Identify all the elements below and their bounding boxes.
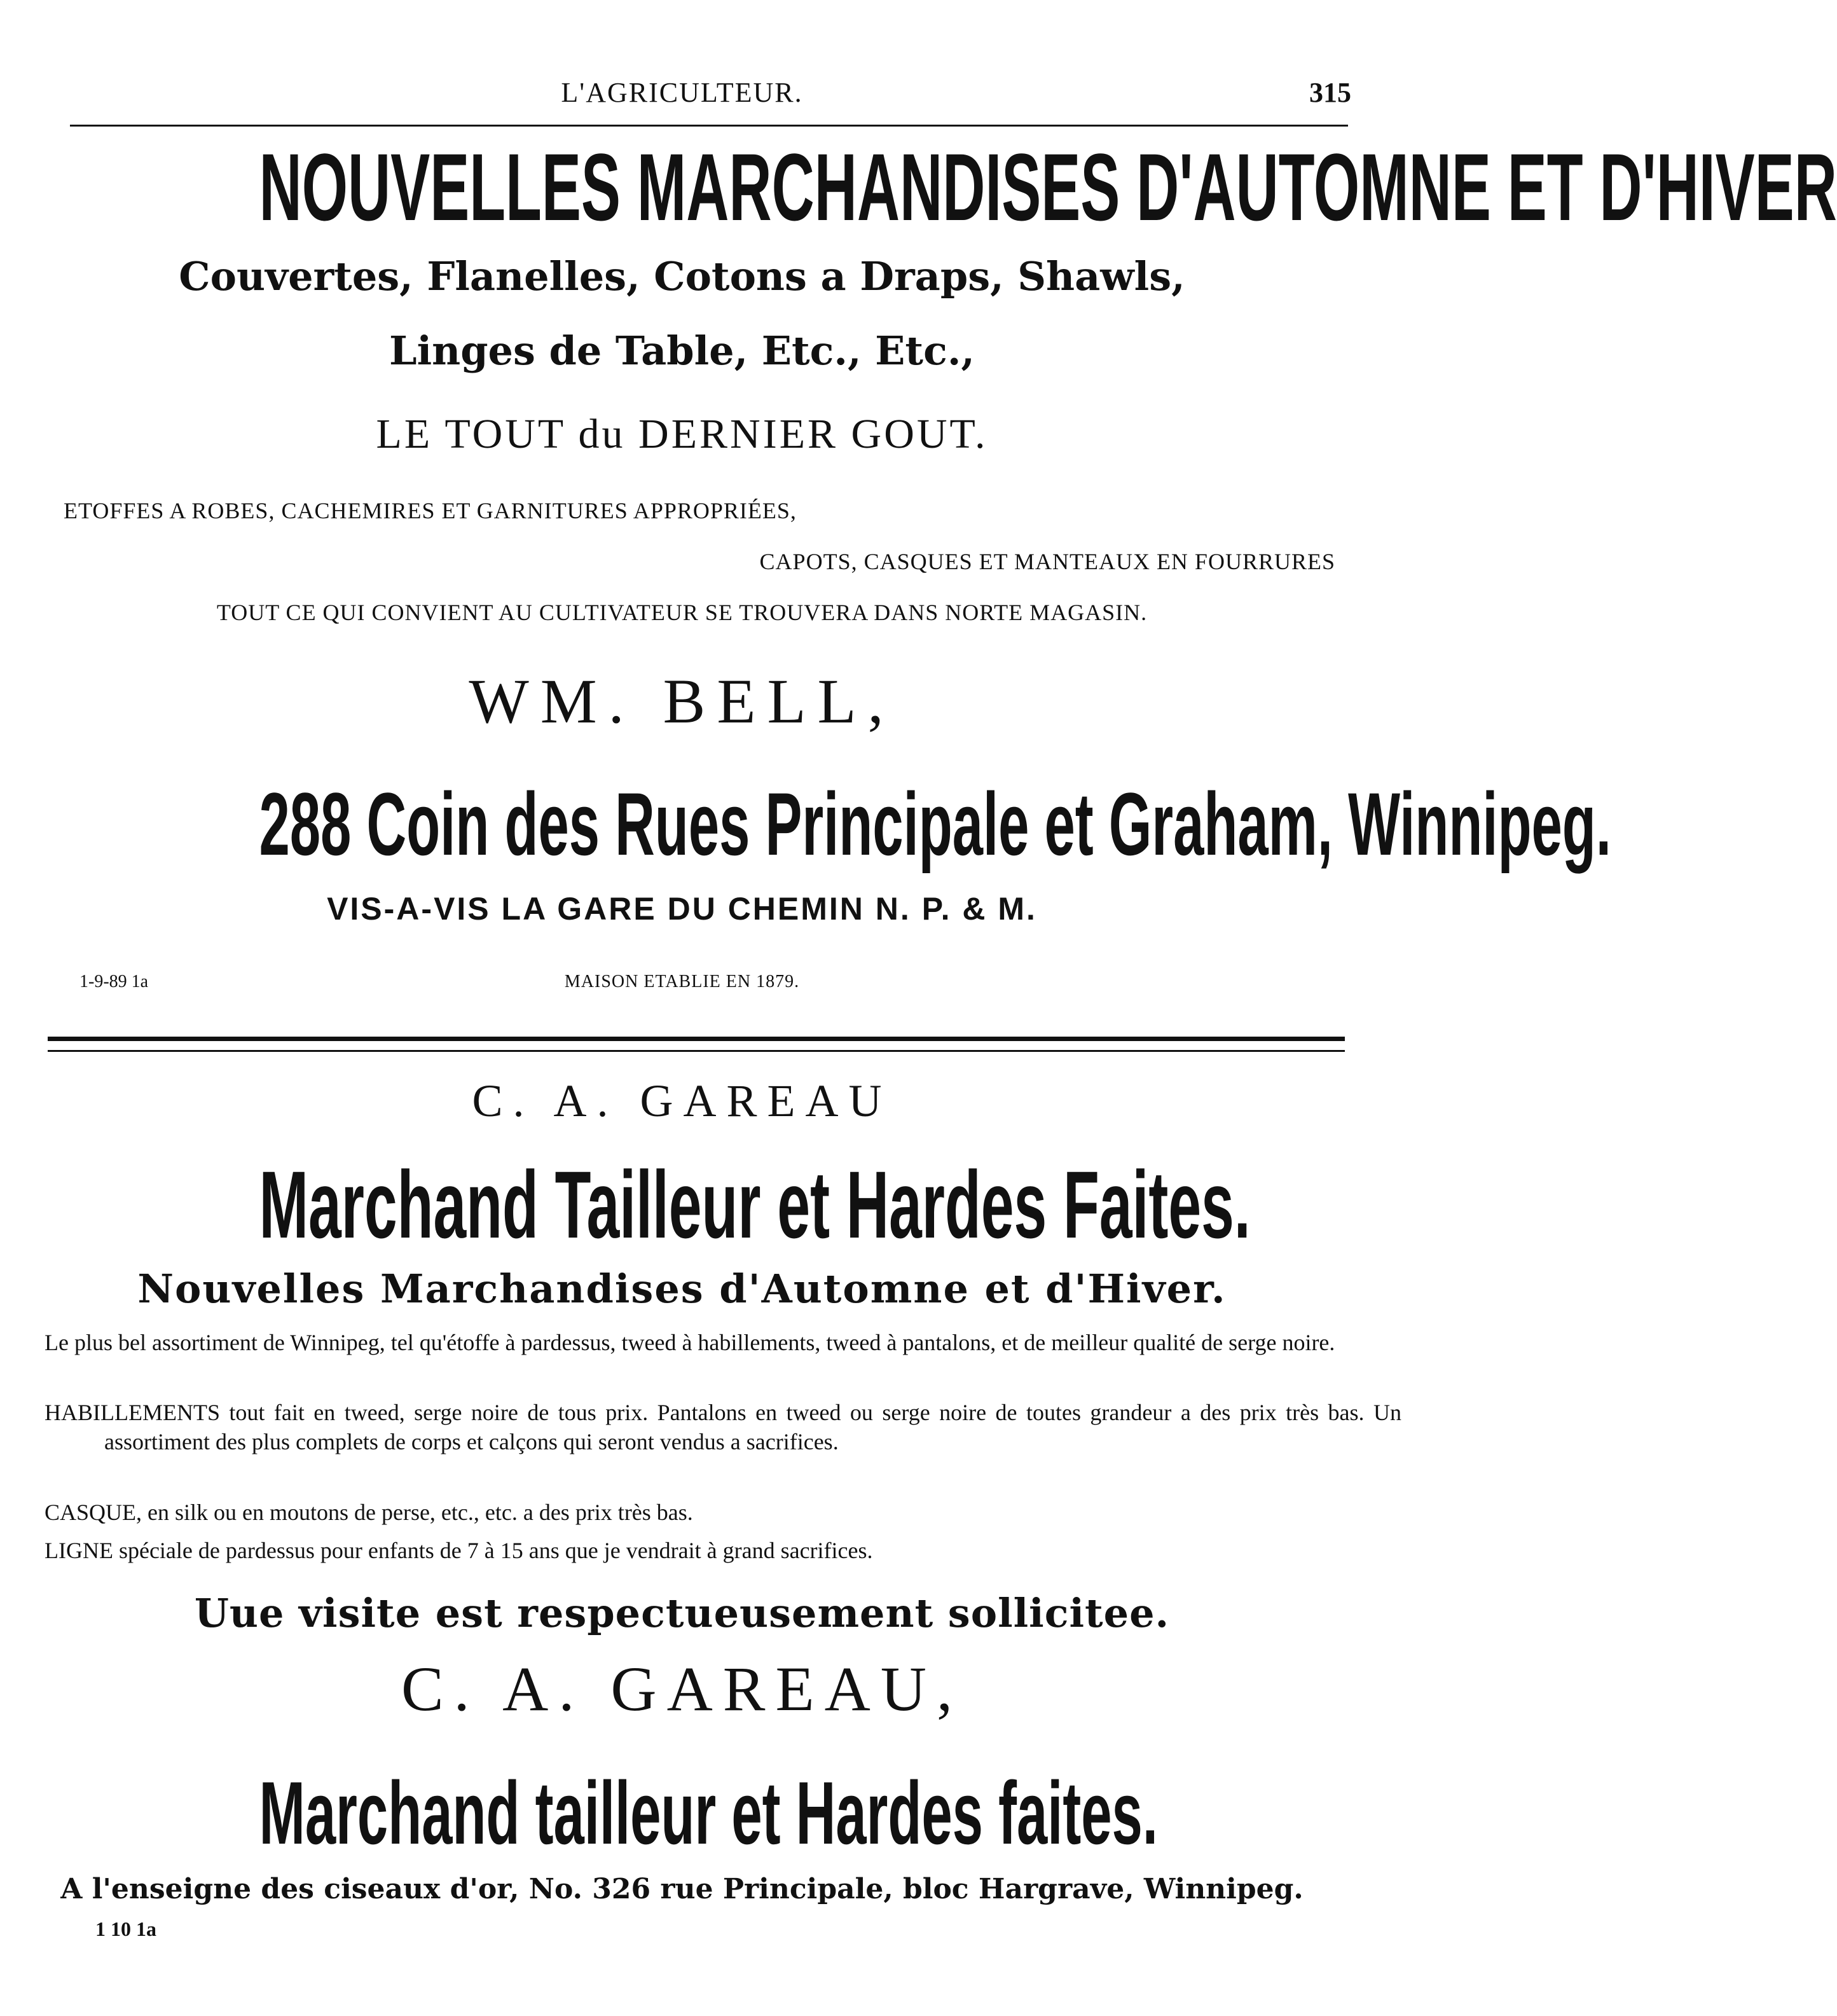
bell-address: 288 Coin des Rues Principale et Graham, Winnipeg. [259,774,1611,874]
gareau-visit: Uue visite est respectueusement sollicitee. [194,1590,1170,1636]
gareau-title-bottom: Marchand tailleur et Hardes faites. [259,1763,1158,1863]
section-divider [48,1037,1345,1052]
running-head: L'AGRICULTEUR. [561,77,803,108]
gareau-subtitle: Nouvelles Marchandises d'Automne et d'Hiver. [137,1266,1227,1312]
header-rule [70,125,1348,127]
bell-line-gout: LE TOUT du DERNIER GOUT. [376,411,988,457]
gareau-title: Marchand Tailleur et Hardes Faites. [259,1151,1251,1258]
gareau-paragraph-casque: CASQUE, en silk ou en moutons de perse, etc., etc. a des prix très bas. [45,1500,693,1525]
bell-line-capots: CAPOTS, CASQUES ET MANTEAUX EN FOURRURES [759,549,1335,574]
bell-line-etoffes: ETOFFES A ROBES, CACHEMIRES ET GARNITURES APPROPRIÉES, [64,498,797,523]
bell-line-linens: Linges de Table, Etc., Etc., [389,328,975,374]
gareau-name-top: C. A. GAREAU [472,1075,892,1126]
gareau-sign-address: A l'enseigne des ciseaux d'or, No. 326 rue Principale, bloc Hargrave, Winnipeg. [60,1873,1304,1905]
bell-opposite-station: VIS-A-VIS LA GARE DU CHEMIN N. P. & M. [327,891,1037,927]
gareau-paragraph-habillements: HABILLEMENTS tout fait en tweed, serge noire de tous prix. Pantalons en tweed ou serge noire de toutes grandeur a des prix très bas. Un assortiment des plus complets de corps et calçons qui seront vendus a sacrifices. [45,1400,1401,1454]
bell-established: MAISON ETABLIE EN 1879. [564,972,800,991]
bell-ad-code: 1-9-89 1a [79,972,149,991]
gareau-ad-code: 1 10 1a [95,1917,156,1940]
gareau-paragraph-assortment: Le plus bel assortiment de Winnipeg, tel qu'étoffe à pardessus, tweed à habillements, tweed à pantalons, et de meilleur qualité de serge noire. [45,1330,1335,1355]
bell-headline: NOUVELLES MARCHANDISES D'AUTOMNE ET D'HIVER [259,134,1837,240]
bell-line-cultivateur: TOUT CE QUI CONVIENT AU CULTIVATEUR SE TROUVERA DANS NORTE MAGASIN. [216,600,1148,625]
gareau-paragraph-ligne: LIGNE spéciale de pardessus pour enfants de 7 à 15 ans que je vendrait à grand sacrifices. [45,1538,873,1563]
bell-merchant-name: WM. BELL, [469,666,895,736]
bell-line-fabrics: Couvertes, Flanelles, Cotons a Draps, Shawls, [179,253,1185,300]
gareau-name-bottom: C. A. GAREAU, [401,1654,963,1724]
page-number: 315 [1309,77,1351,108]
